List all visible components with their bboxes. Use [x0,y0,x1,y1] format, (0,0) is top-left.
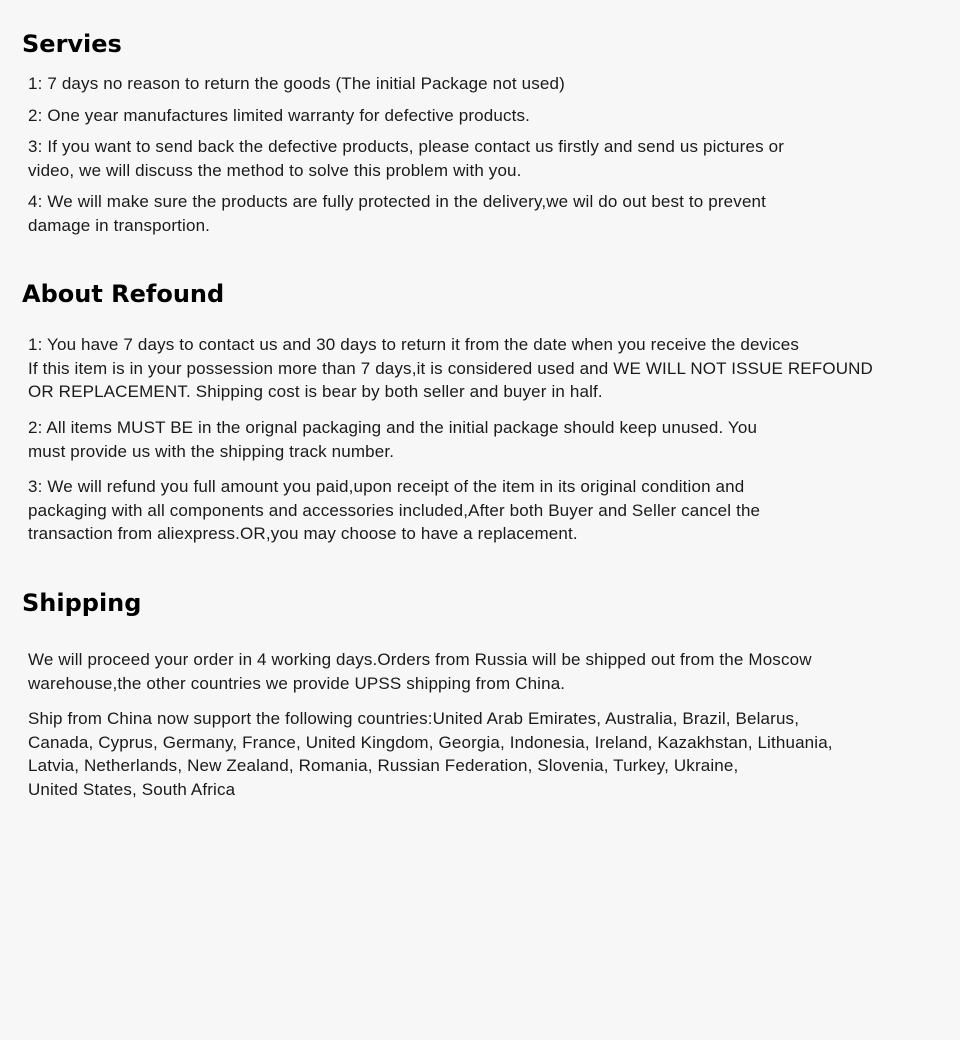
refund-heading: About Refound [22,280,225,308]
refund-item-2 [28,416,757,463]
services-item-1 [28,72,565,96]
shipping-item-1-line-2: warehouse,the other countries we provide UPSS shipping from China. [28,673,566,693]
services-item-4-line-1: 4: We will make sure the products are fully protected in the delivery,we wil do out best to prevent [28,192,767,211]
shipping-item-1 [28,648,812,695]
services-item-4-line-2: damage in transportion. [28,215,211,235]
refund-item-2-line-1: 2: All items MUST BE in the orignal packaging and the initial package should keep unused. You [28,418,758,437]
shipping-item-2-line-1: Ship from China now support the following countries:United Arab Emirates, Australia, Brazil, Belarus, [28,709,800,728]
services-item-3 [28,135,784,182]
shipping-item-1-line-1: We will proceed your order in 4 working days.Orders from Russia will be shipped out from the Moscow [28,650,812,669]
shipping-item-2-line-3: Latvia, Netherlands, New Zealand, Romania, Russian Federation, Slovenia, Turkey, Ukraine, [28,756,739,775]
services-item-4 [28,190,766,237]
shipping-item-2-line-2: Canada, Cyprus, Germany, France, United Kingdom, Georgia, Indonesia, Ireland, Kazakhstan, Lithuania, [28,732,833,752]
services-item-3-line-2: video, we will discuss the method to solve this problem with you. [28,160,522,180]
refund-item-1-line-3: OR REPLACEMENT. Shipping cost is bear by both seller and buyer in half. [28,382,603,401]
refund-item-1-line-2: If this item is in your possession more than 7 days,it is considered used and WE WILL NOT ISSUE REFOUND [28,358,873,378]
services-heading: Servies [22,30,122,58]
services-item-2 [28,104,530,128]
refund-item-1-line-1: 1: You have 7 days to contact us and 30 days to return it from the date when you receive the devices [28,335,800,354]
services-item-1-line-1: 1: 7 days no reason to return the goods (The initial Package not used) [28,74,565,93]
refund-item-3 [28,475,760,546]
refund-item-3-line-2: packaging with all components and accessories included,After both Buyer and Seller cancel the [28,500,761,520]
services-item-2-line-1: 2: One year manufactures limited warranty for defective products. [28,106,531,125]
shipping-item-2-line-4: United States, South Africa [28,779,236,799]
refund-item-3-line-1: 3: We will refund you full amount you paid,upon receipt of the item in its original condition and [28,477,745,496]
refund-item-1 [28,333,873,404]
refund-item-3-line-3: transaction from aliexpress.OR,you may choose to have a replacement. [28,524,578,543]
services-item-3-line-1: 3: If you want to send back the defective products, please contact us firstly and send us pictures or [28,137,785,156]
refund-item-2-line-2: must provide us with the shipping track number. [28,441,395,461]
shipping-item-2 [28,707,833,801]
shipping-heading: Shipping [22,589,142,617]
